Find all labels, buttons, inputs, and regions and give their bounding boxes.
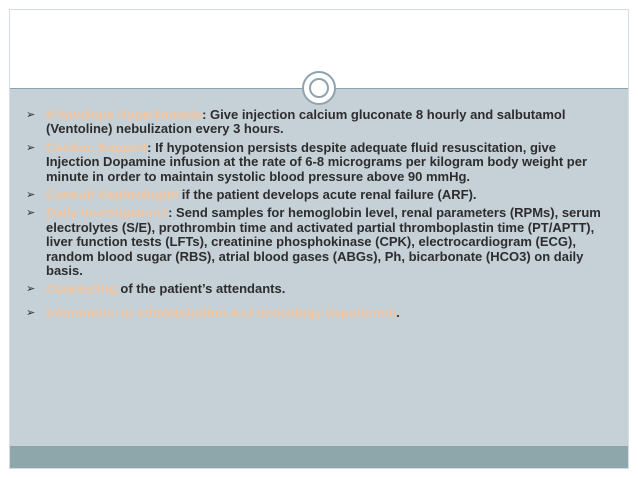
- bullet-text: : If hypotension persists despite adequate fluid resuscitation, give Injection Dopamine infusion at the rate of 6-8 micrograms per kilogram body weight per minute in order to maintain systolic blood pressure above 90 mmHg.: [46, 139, 588, 184]
- bullet-text: : Send samples for hemoglobin level, renal parameters (RPMs), serum electrolytes (S/E), prothrombin time and activated partial thromboplastin time (PT/APTT), liver function tests (LFTs), creatinine phosphokinase (CPK), electrocardiogram (ECG), random blood sugar (RBS), atrial blood gases (ABGs), Ph, bicarbonate (HCO3) on daily basis.: [46, 205, 601, 279]
- inner-circle-icon: [309, 78, 329, 98]
- bullet-list: [26, 108, 612, 324]
- bottom-band: [10, 446, 628, 468]
- arrow-bullet-icon: ➢: [26, 109, 36, 121]
- bullet-item-hyperkalemia: [26, 108, 612, 137]
- arrow-bullet-icon: ➢: [26, 306, 36, 319]
- arrow-bullet-icon: ➢: [26, 189, 36, 202]
- circle-ornament-icon: [302, 71, 336, 105]
- bullet-text: of the patient’s attendants.: [116, 281, 286, 297]
- bullet-highlight: Information to administration and toxicology department: [46, 304, 397, 320]
- arrow-bullet-icon: ➢: [26, 283, 36, 296]
- bullet-highlight: Cardiac Support: [46, 139, 148, 155]
- bullet-item-counseling: [26, 282, 612, 296]
- bullet-item-consult-nephrologist: [26, 188, 612, 202]
- bullet-item-information: [26, 306, 612, 320]
- bullet-item-daily-investigations: [26, 206, 612, 278]
- bullet-item-cardiac-support: [26, 141, 612, 184]
- bullet-text: : Give injection calcium gluconate 8 hourly and salbutamol (Ventoline) nebulization every 3 hours.: [46, 107, 566, 137]
- arrow-bullet-icon: ➢: [26, 207, 36, 220]
- bullet-text: if the patient develops acute renal failure (ARF).: [178, 187, 477, 203]
- bullet-highlight: Counseling: [46, 281, 117, 297]
- arrow-bullet-icon: ➢: [26, 141, 36, 154]
- bullet-text: .: [396, 304, 400, 320]
- bullet-highlight: Daily Investigations: [46, 205, 169, 221]
- bullet-highlight: If develops Hyperkalemia: [46, 107, 203, 122]
- bullet-highlight: Consult Nephrologist: [46, 187, 179, 203]
